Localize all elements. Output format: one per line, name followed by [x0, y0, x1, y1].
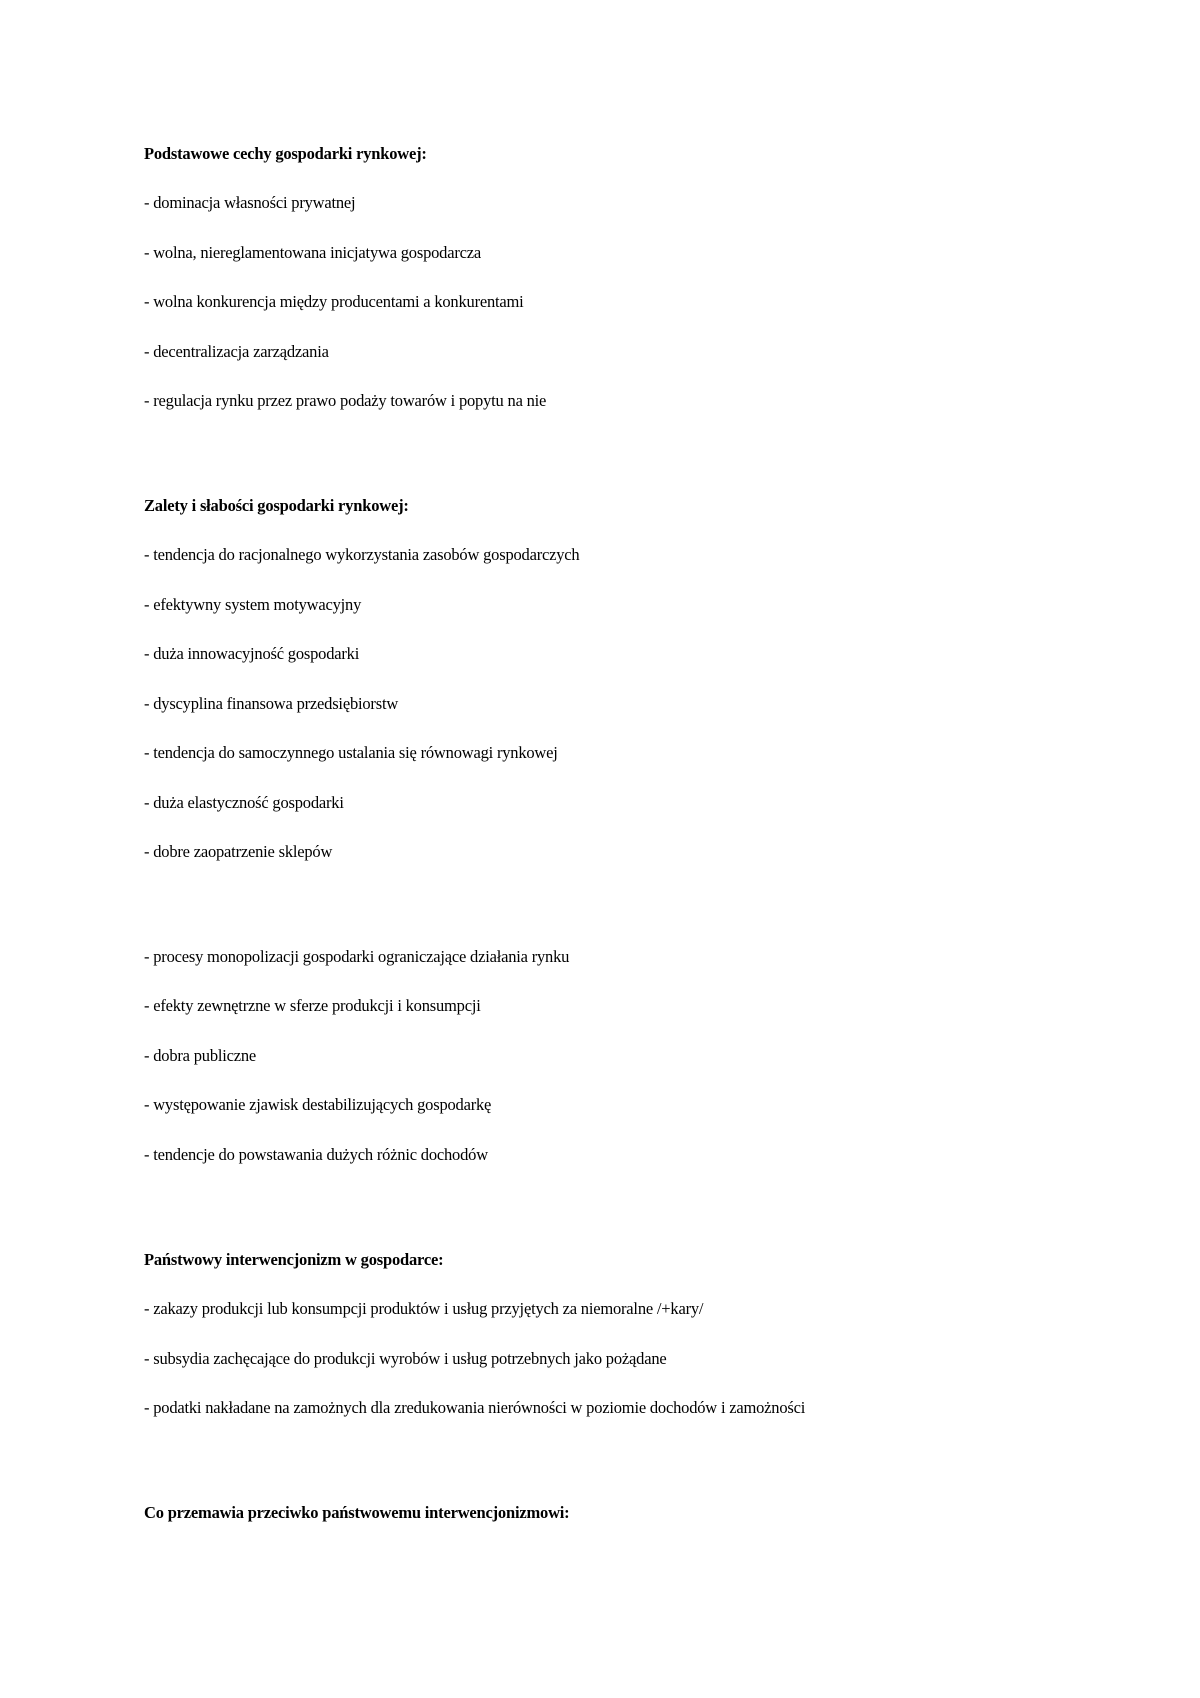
section-heading: Państwowy interwencjonizm w gospodarce: — [144, 1250, 444, 1269]
list-item: - dobre zaopatrzenie sklepów — [144, 842, 333, 861]
list-item: - duża innowacyjność gospodarki — [144, 644, 360, 663]
list-item: - dyscyplina finansowa przedsiębiorstw — [144, 694, 399, 713]
list-item: - procesy monopolizacji gospodarki ograniczające działania rynku — [144, 947, 570, 966]
list-item: - dominacja własności prywatnej — [144, 193, 356, 212]
list-item: - dobra publiczne — [144, 1046, 257, 1065]
list-item: - tendencje do powstawania dużych różnic dochodów — [144, 1145, 488, 1164]
list-item: - efektywny system motywacyjny — [144, 595, 362, 614]
section-heading: Co przemawia przeciwko państwowemu interwencjonizmowi: — [144, 1503, 570, 1522]
list-item: - podatki nakładane na zamożnych dla zredukowania nierówności w poziomie dochodów i zamożności — [144, 1398, 806, 1417]
section-heading: Podstawowe cechy gospodarki rynkowej: — [144, 144, 427, 163]
list-item: - subsydia zachęcające do produkcji wyrobów i usług potrzebnych jako pożądane — [144, 1349, 667, 1368]
list-item: - tendencja do racjonalnego wykorzystania zasobów gospodarczych — [144, 545, 580, 564]
list-item: - duża elastyczność gospodarki — [144, 793, 344, 812]
list-item: - regulacja rynku przez prawo podaży towarów i popytu na nie — [144, 391, 547, 410]
list-item: - wolna, niereglamentowana inicjatywa gospodarcza — [144, 243, 482, 262]
section-heading: Zalety i słabości gospodarki rynkowej: — [144, 496, 409, 515]
list-item: - tendencja do samoczynnego ustalania się równowagi rynkowej — [144, 743, 558, 762]
list-item: - decentralizacja zarządzania — [144, 342, 329, 361]
list-item: - występowanie zjawisk destabilizujących gospodarkę — [144, 1095, 492, 1114]
list-item: - wolna konkurencja między producentami a konkurentami — [144, 292, 524, 311]
list-item: - zakazy produkcji lub konsumpcji produktów i usług przyjętych za niemoralne /+kary/ — [144, 1299, 704, 1318]
list-item: - efekty zewnętrzne w sferze produkcji i konsumpcji — [144, 996, 481, 1015]
